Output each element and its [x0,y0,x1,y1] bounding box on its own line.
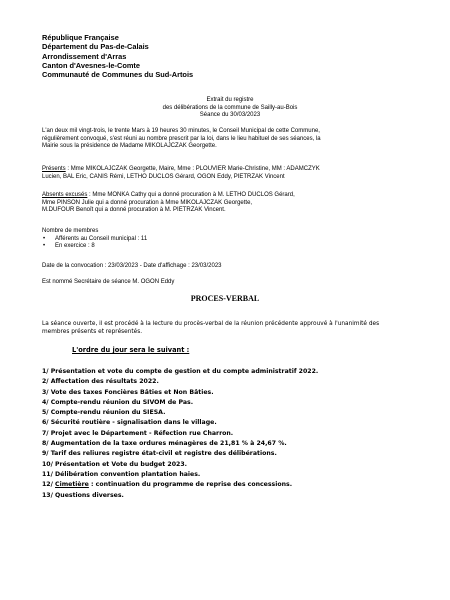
agenda-item: 7/ Projet avec le Département - Réfection rue Charron. [42,429,234,437]
agenda-item: 9/ Tarif des reliures registre état-civil et registre des délibérations. [42,450,277,458]
presents-paragraph [42,166,412,181]
presents-text: : Mme MIKOLAJCZAK Georgette, Maire, Mme : PLOUVIER Marie-Christine, MM : ADAMCZYK [65,166,320,172]
agenda-list [42,367,318,501]
members-item-text: En exercice : 8 [55,243,95,250]
absents-text: Mme PINSON Julie qui a donné procuration à Mme MIKOLAJCZAK Georgette, [42,199,253,206]
intro-paragraph [42,128,412,151]
agenda-item-text: : continuation du programme de reprise des concessions. [88,481,293,489]
absents-label: Absents excusés [42,192,88,198]
agenda-item: 2/ Affectation des résultats 2022. [42,378,159,386]
letterhead [42,33,193,79]
secretary-line: Est nommé Secrétaire de séance M. OGON Eddy [42,279,175,285]
list-item [42,243,412,251]
agenda-item: 4/ Compte-rendu réunion du SIVOM de Pas. [42,398,194,406]
presents-label: Présents [42,166,66,172]
absents-text: : Mme MONKA Cathy qui a donné procuration à M. LETHO DUCLOS Gérard, [87,192,295,198]
members-label: Nombre de membres [42,228,99,234]
letterhead-line: Département du Pas-de-Calais [42,42,149,52]
list-item [42,236,412,244]
extract-line: Extrait du registre [206,97,254,103]
absents-paragraph [42,192,412,215]
session-paragraph [42,320,417,337]
intro-line: régulièrement convoqué, s'est réuni au nombre prescrit par la loi, dans le lieu habituel de ses séances, la [42,135,321,142]
agenda-item: 6/ Sécurité routière - signalisation dans le village. [42,419,217,427]
bullet-icon: • [43,235,46,242]
absents-text: M.DUFOUR Benoît qui a donné procuration à M. PIETRZAK Vincent. [42,207,226,214]
extract-heading [60,97,400,120]
agenda-item: 1/ Présentation et vote du compte de gestion et du compte administratif 2022. [42,368,319,375]
letterhead-line: Canton d'Avesnes-le-Comte [42,60,140,70]
intro-line: L'an deux mil vingt-trois, le trente Mars à 19 heures 30 minutes, le Conseil Municipal de cette Commune, [42,128,320,134]
session-date: Séance du 30/03/2023 [199,112,261,119]
presents-text: Lucien, BAL Eric, CANIS Rémi, LETHO DUCLOS Gérard, OGON Eddy, PIETRZAK Vincent [42,173,285,180]
agenda-item-keyword: Cimetière [55,481,89,489]
letterhead-line: Communauté de Communes du Sud-Artois [42,70,194,80]
letterhead-line: République Française [42,33,119,42]
intro-line: Mairie sous la présidence de Madame MIKOLAJCZAK Georgette. [42,143,217,150]
extract-line: des délibérations de la commune de Sailly-au-Bois [162,104,298,111]
agenda-item: 13/ Questions diverses. [42,491,124,499]
session-line: La séance ouverte, il est procédé à la lecture du procès-verbal de la réunion précédente approuvé à l'unanimité des [42,321,380,327]
agenda-item: 5/ Compte-rendu réunion du SIESA. [42,409,166,417]
letterhead-line: Arrondissement d'Arras [42,51,127,61]
agenda-item: 11/ Délibération convention plantation haies. [42,470,201,478]
session-line: membres présents et représentés. [42,329,143,336]
agenda-item: 8/ Augmentation de la taxe ordures ménagères de 21,81 % à 24,67 %. [42,440,287,448]
agenda-item: 10/ Présentation et Vote du budget 2023. [42,460,187,468]
bullet-icon: • [43,243,46,250]
agenda-item: 3/ Vote des taxes Foncières Bâties et Non Bâties. [42,388,214,396]
dates-line: Date de la convocation : 23/03/2023 - Date d'affichage : 23/03/2023 [42,263,222,269]
members-section [42,228,412,251]
agenda-item-number: 12/ [42,481,56,489]
document-title: PROCES-VERBAL [190,294,260,303]
agenda-item [42,480,318,490]
agenda-heading: L'ordre du jour sera le suivant : [72,346,190,354]
members-item-text: Afférents au Conseil municipal : 11 [55,235,148,242]
